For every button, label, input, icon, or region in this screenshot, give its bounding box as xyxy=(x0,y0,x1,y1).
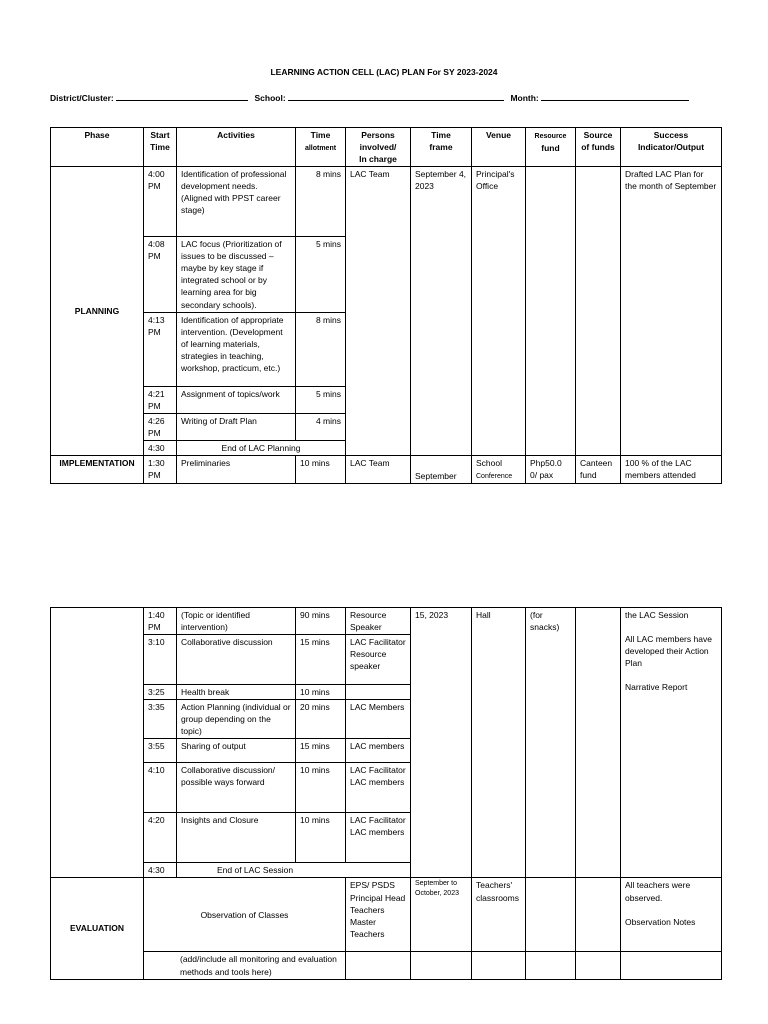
header-time-allotment: Time allotment xyxy=(296,128,346,167)
activity-cell: Collaborative discussion xyxy=(177,635,296,685)
persons-cell: LAC Team xyxy=(346,167,411,456)
header-start-time: Start Time xyxy=(144,128,177,167)
start-time-cell: 3:35 xyxy=(144,700,177,739)
start-time-cell: 4:21 PM xyxy=(144,386,177,413)
activity-cell: Action Planning (individual or group depending on the topic) xyxy=(177,700,296,739)
time-allotment-cell: 5 mins xyxy=(296,386,346,413)
source-of-funds-cell xyxy=(576,167,621,456)
resource-fund-cell xyxy=(526,878,576,952)
success-indicator-cell: Drafted LAC Plan for the month of September xyxy=(621,167,722,456)
document-title: LEARNING ACTION CELL (LAC) PLAN For SY 2023-2024 xyxy=(270,67,498,77)
time-frame-cell: September 4, 2023 xyxy=(411,167,472,456)
time-allotment-cell: 10 mins xyxy=(296,685,346,700)
start-time-cell: 4:20 xyxy=(144,813,177,863)
start-time-cell: 4:00 PM xyxy=(144,167,177,237)
start-time-cell: 4:30 xyxy=(144,440,177,455)
venue-cell: Teachers' classrooms xyxy=(472,878,526,952)
source-of-funds-cell xyxy=(576,878,621,952)
table-row xyxy=(51,455,722,483)
start-time-cell: 3:10 xyxy=(144,635,177,685)
activity-cell: Insights and Closure xyxy=(177,813,296,863)
end-of-planning-label: End of LAC Planning xyxy=(177,440,346,455)
persons-cell: LAC Facilitator Resource speaker xyxy=(346,635,411,685)
start-time-cell: 1:30 PM xyxy=(144,455,177,483)
phase-cell-continued xyxy=(51,608,144,878)
lac-plan-table-part2 xyxy=(50,607,722,980)
activity-cell: Sharing of output xyxy=(177,739,296,763)
header-activities: Activities xyxy=(177,128,296,167)
success-indicator-cell: 100 % of the LAC members attended xyxy=(621,455,722,483)
start-time-cell: 3:55 xyxy=(144,739,177,763)
time-allotment-cell: 10 mins xyxy=(296,455,346,483)
source-of-funds-cell: Canteen fund xyxy=(576,455,621,483)
table-row xyxy=(51,878,722,952)
start-time-cell: 1:40 PM xyxy=(144,608,177,635)
venue-cell xyxy=(472,952,526,979)
activity-cell: Assignment of topics/work xyxy=(177,386,296,413)
month-field[interactable] xyxy=(541,92,689,101)
end-of-session-label: End of LAC Session xyxy=(177,863,411,878)
header-time-frame: Time frame xyxy=(411,128,472,167)
source-of-funds-cell xyxy=(576,952,621,979)
activity-cell: Writing of Draft Plan xyxy=(177,413,296,440)
activity-cell: LAC focus (Prioritization of issues to be discussed – maybe by key stage if integrated school or by learning area for big secondary schools). xyxy=(177,237,296,312)
start-time-cell: 3:25 xyxy=(144,685,177,700)
activity-cell: Identification of appropriate intervention. (Development of learning materials, strategies in teaching, workshop, practicum, etc.) xyxy=(177,312,296,386)
success-indicator-cell: All teachers were observed. Observation Notes xyxy=(621,878,722,952)
header-row xyxy=(51,128,722,167)
table-row xyxy=(51,167,722,237)
time-allotment-cell: 10 mins xyxy=(296,813,346,863)
persons-cell: LAC Facilitator LAC members xyxy=(346,763,411,813)
header-fields xyxy=(50,92,693,103)
persons-cell xyxy=(346,685,411,700)
time-allotment-cell: 15 mins xyxy=(296,635,346,685)
activity-cell: (Topic or identified intervention) xyxy=(177,608,296,635)
persons-cell: Resource Speaker xyxy=(346,608,411,635)
resource-fund-cell: Php50.0 0/ pax xyxy=(526,455,576,483)
header-source-of-funds: Source of funds xyxy=(576,128,621,167)
activity-cell: Collaborative discussion/ possible ways forward xyxy=(177,763,296,813)
time-allotment-cell: 8 mins xyxy=(296,167,346,237)
persons-cell xyxy=(346,952,411,979)
success-indicator-cell: the LAC Session All LAC members have developed their Action Plan Narrative Report xyxy=(621,608,722,878)
table-row xyxy=(51,608,722,635)
header-persons: Persons involved/ In charge xyxy=(346,128,411,167)
time-frame-cell xyxy=(411,952,472,979)
start-time-cell: 4:08 PM xyxy=(144,237,177,312)
time-allotment-cell: 15 mins xyxy=(296,739,346,763)
venue-cell: School Conference xyxy=(472,455,526,483)
phase-planning: PLANNING xyxy=(51,167,144,456)
table-row xyxy=(51,952,722,979)
time-allotment-cell: 10 mins xyxy=(296,763,346,813)
activity-cell: Identification of professional development needs. (Aligned with PPST career stage) xyxy=(177,167,296,237)
resource-fund-cell: (for snacks) xyxy=(526,608,576,878)
time-frame-cell: 15, 2023 xyxy=(411,608,472,878)
start-time-cell: 4:10 xyxy=(144,763,177,813)
start-time-cell: 4:30 xyxy=(144,863,177,878)
activity-cell: Preliminaries xyxy=(177,455,296,483)
school-field[interactable] xyxy=(288,92,504,101)
start-time-cell: 4:26 PM xyxy=(144,413,177,440)
header-phase: Phase xyxy=(51,128,144,167)
activity-cell: Health break xyxy=(177,685,296,700)
time-allotment-cell: 4 mins xyxy=(296,413,346,440)
phase-evaluation: EVALUATION xyxy=(51,878,144,979)
persons-cell: EPS/ PSDS Principal Head Teachers Master Teachers xyxy=(346,878,411,952)
district-label: District/Cluster: xyxy=(50,93,114,103)
success-indicator-cell xyxy=(621,952,722,979)
evaluation-activity-cell: Observation of Classes xyxy=(144,878,346,952)
persons-cell: LAC Members xyxy=(346,700,411,739)
venue-cell: Hall xyxy=(472,608,526,878)
month-label: Month: xyxy=(510,93,539,103)
header-venue: Venue xyxy=(472,128,526,167)
time-allotment-cell: 90 mins xyxy=(296,608,346,635)
phase-implementation: IMPLEMENTATION xyxy=(51,455,144,483)
persons-cell: LAC Team xyxy=(346,455,411,483)
persons-cell: LAC Facilitator LAC members xyxy=(346,813,411,863)
district-field[interactable] xyxy=(116,92,248,101)
evaluation-note-cell: (add/include all monitoring and evaluation methods and tools here) xyxy=(144,952,346,979)
lac-plan-table-part1 xyxy=(50,127,722,484)
time-frame-cell: September xyxy=(411,455,472,483)
school-label: School: xyxy=(254,93,286,103)
time-allotment-cell: 20 mins xyxy=(296,700,346,739)
header-success-indicator: Success Indicator/Output xyxy=(621,128,722,167)
start-time-cell: 4:13 PM xyxy=(144,312,177,386)
time-allotment-cell: 8 mins xyxy=(296,312,346,386)
time-frame-cell: September to October, 2023 xyxy=(411,878,472,952)
time-allotment-cell: 5 mins xyxy=(296,237,346,312)
persons-cell: LAC members xyxy=(346,739,411,763)
resource-fund-cell xyxy=(526,952,576,979)
venue-cell: Principal's Office xyxy=(472,167,526,456)
header-resource-fund: Resource fund xyxy=(526,128,576,167)
resource-fund-cell xyxy=(526,167,576,456)
source-of-funds-cell xyxy=(576,608,621,878)
